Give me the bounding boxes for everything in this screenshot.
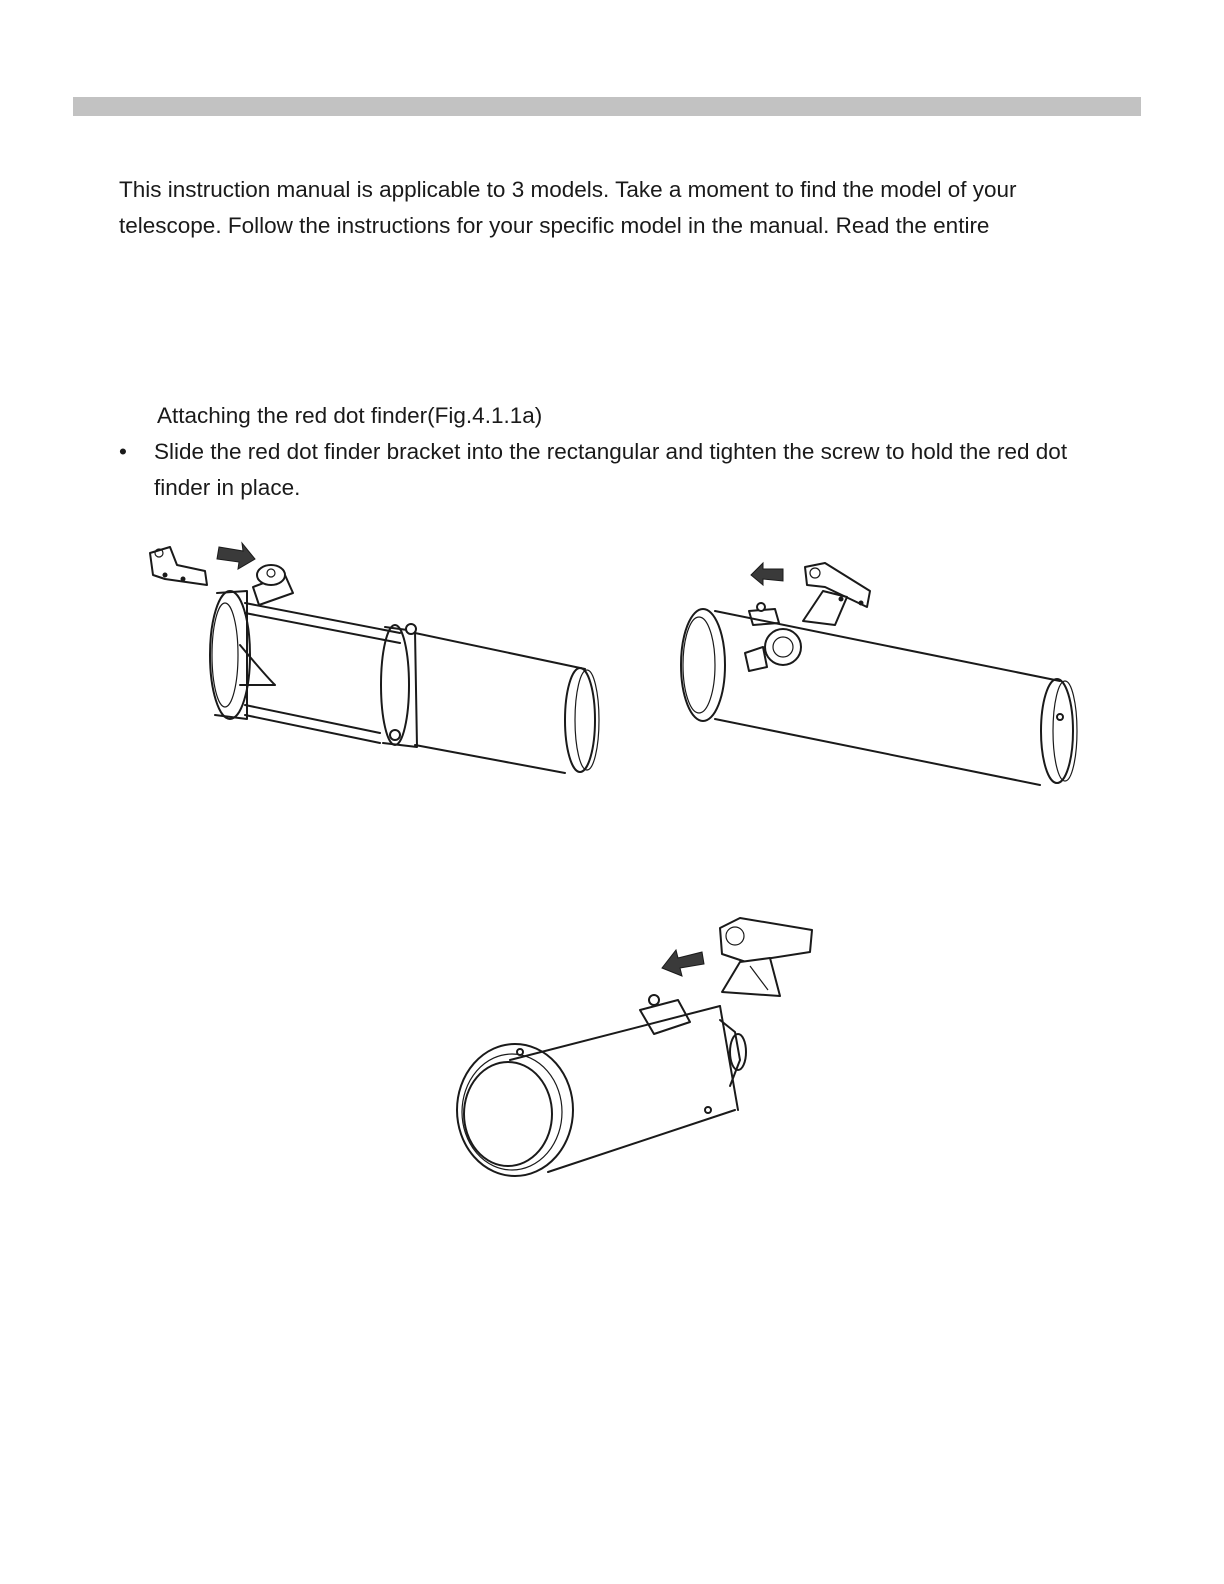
header-bar xyxy=(73,97,1141,116)
arrow-left-icon xyxy=(751,563,783,585)
bullet-text: Slide the red dot finder bracket into the rectangular and tighten the screw to hold the red dot finder in place. xyxy=(154,439,1068,500)
red-dot-finder-part xyxy=(150,547,207,585)
figure-open-truss-reflector xyxy=(135,535,615,785)
figure-maksutov-telescope xyxy=(450,910,830,1185)
arrow-right-icon xyxy=(217,543,255,569)
red-dot-finder-part xyxy=(803,563,870,625)
bullet-mark: • xyxy=(119,439,127,464)
section-title: Attaching the red dot finder(Fig.4.1.1a) xyxy=(157,403,543,428)
intro-paragraph: This instruction manual is applicable to 3 models. Take a moment to find the model of your telescope. Follow the instructions for your specific model in the manual. Read the entire xyxy=(119,177,1017,238)
red-dot-finder-part xyxy=(720,918,812,996)
arrow-left-icon xyxy=(662,950,704,976)
figure-closed-tube-reflector xyxy=(675,555,1085,795)
